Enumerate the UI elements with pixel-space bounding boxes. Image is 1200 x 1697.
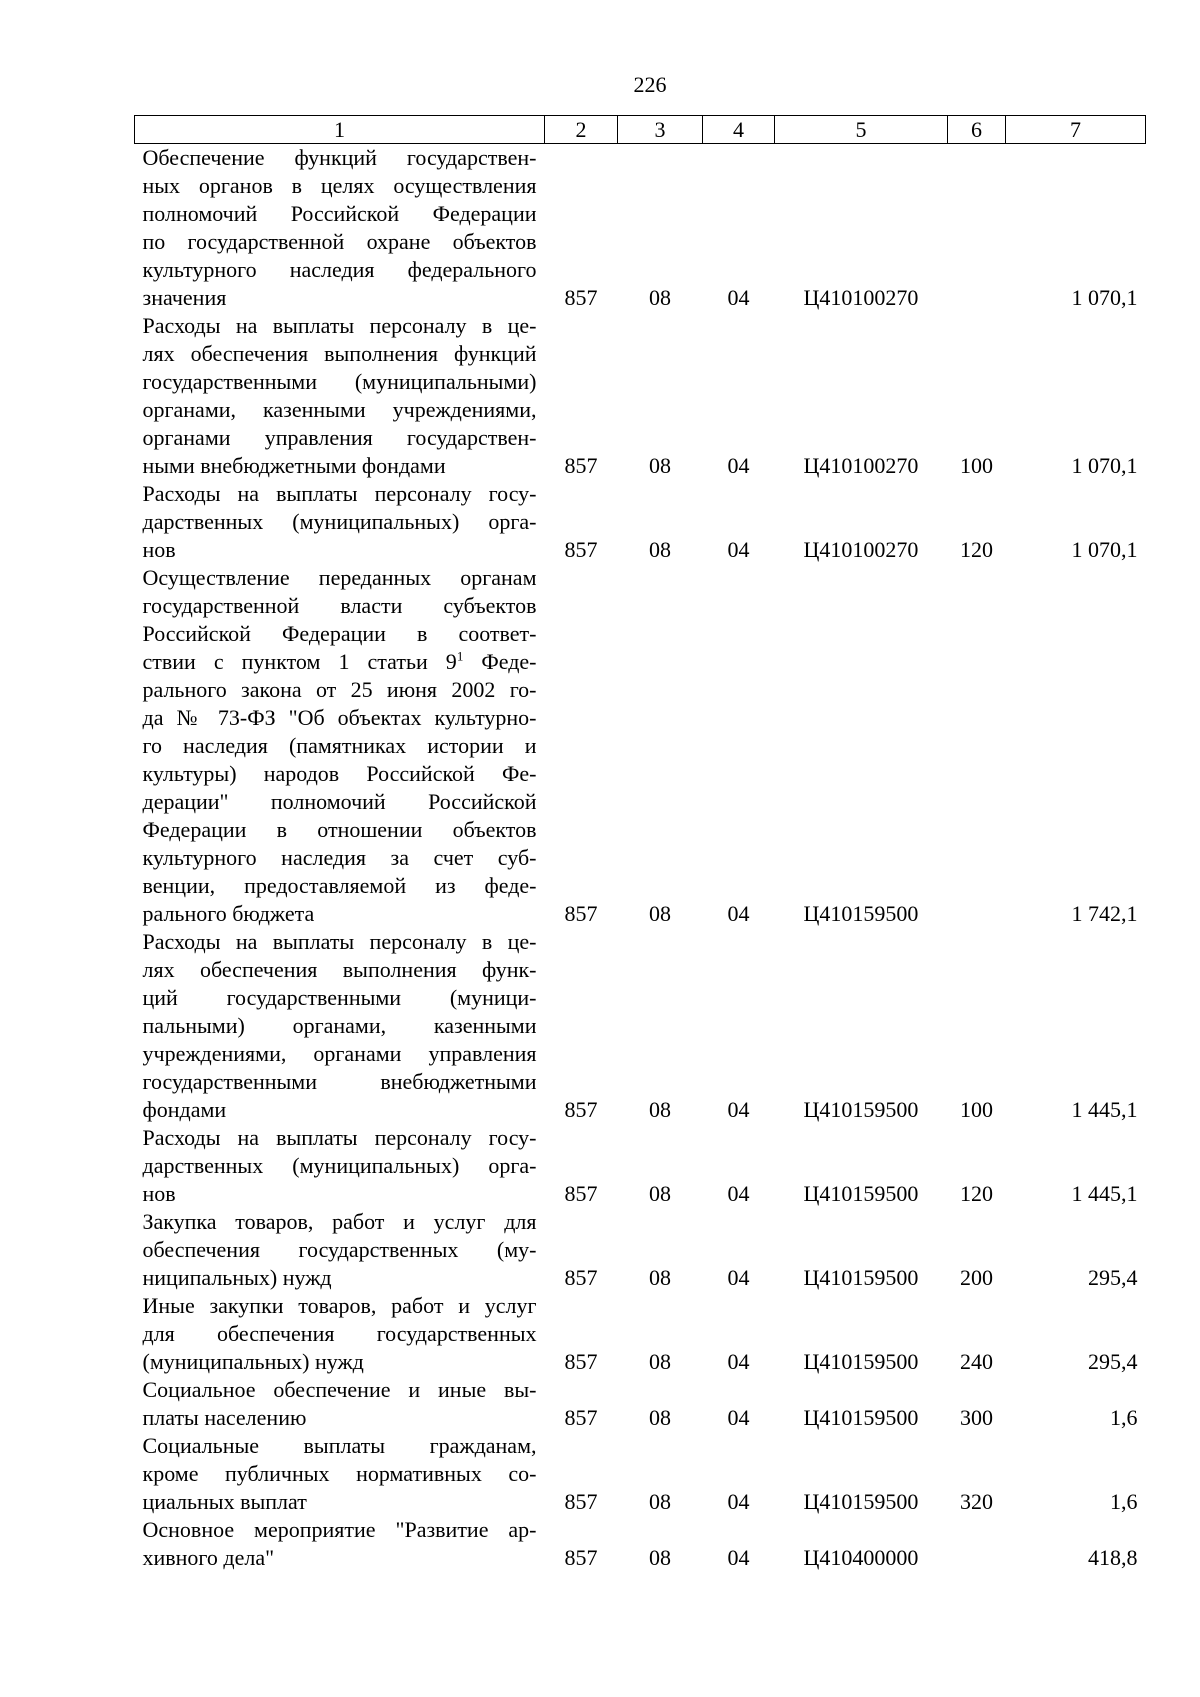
row-amount: 295,4 (1088, 1265, 1138, 1290)
item-name-line: лях обеспечения выполнения функций (142, 341, 537, 366)
item-name-line: дарственных (муниципальных) орга- (142, 509, 537, 534)
header-col-3: 3 (618, 116, 703, 144)
row-code-expense-type: 320 (960, 1489, 993, 1514)
row-amount: 1 070,1 (1071, 285, 1138, 310)
item-name-line: учреждениями, органами управления (142, 1041, 537, 1066)
item-name-line: Иные закупки товаров, работ и услуг (142, 1293, 537, 1318)
row-amount: 1 445,1 (1071, 1097, 1138, 1122)
item-name-line: Российской Федерации в соответ- (142, 621, 537, 646)
item-name-line: лях обеспечения выполнения функ- (142, 957, 537, 982)
table-row (135, 1208, 1146, 1292)
row-code-section: 08 (649, 1489, 671, 1514)
item-name-line: культуры) народов Российской Фе- (142, 761, 537, 786)
table-row (135, 564, 1146, 928)
item-name-line: Расходы на выплаты персоналу госу- (142, 481, 537, 506)
row-code-subsection: 04 (727, 1181, 750, 1206)
row-code-expense-type: 100 (960, 453, 993, 478)
row-item-name (135, 1208, 545, 1292)
table-row (135, 480, 1146, 564)
row-code-target: Ц410159500 (803, 1489, 919, 1514)
table-row (135, 1292, 1146, 1376)
item-name-line: фондами (142, 1097, 227, 1122)
row-code-expense-type: 120 (960, 1181, 993, 1206)
item-name-line: Обеспечение функций государствен- (142, 145, 537, 170)
item-name-line: ниципальных) нужд (142, 1265, 332, 1290)
item-name-line: Расходы на выплаты персоналу госу- (142, 1125, 537, 1150)
page-number: 226 (633, 72, 667, 97)
row-code-subsection: 04 (727, 1265, 750, 1290)
row-item-name (135, 1516, 545, 1572)
row-code-target: Ц410400000 (803, 1545, 919, 1570)
table-row (135, 144, 1146, 313)
item-name-line: Социальные выплаты гражданам, (142, 1433, 537, 1458)
row-code-ministry: 857 (564, 285, 598, 310)
budget-table (134, 115, 1146, 1572)
row-code-section: 08 (649, 537, 671, 562)
item-name-line: Социальное обеспечение и иные вы- (142, 1377, 537, 1402)
row-amount: 1 070,1 (1071, 453, 1138, 478)
row-code-target: Ц410159500 (803, 1265, 919, 1290)
item-name-line: хивного дела" (142, 1545, 275, 1570)
row-code-subsection: 04 (727, 1405, 750, 1430)
item-name-line: ций государственными (муници- (142, 985, 537, 1010)
item-name-line: платы населению (142, 1405, 307, 1430)
row-code-ministry: 857 (564, 1097, 598, 1122)
item-name-line: ных органов в целях осуществления (142, 173, 537, 198)
row-code-subsection: 04 (727, 285, 750, 310)
row-code-expense-type: 300 (960, 1405, 993, 1430)
row-code-target: Ц410100270 (803, 537, 919, 562)
table-row (135, 1516, 1146, 1572)
item-name-line: Осуществление переданных органам (142, 565, 537, 590)
item-name-line: значения (142, 285, 227, 310)
row-code-section: 08 (649, 453, 671, 478)
row-code-ministry: 857 (564, 1181, 598, 1206)
superscript-one: 1 (456, 648, 464, 664)
header-col-2: 2 (545, 116, 618, 144)
row-code-target: Ц410159500 (803, 1405, 919, 1430)
item-name-line: рального закона от 25 июня 2002 го- (142, 677, 537, 702)
header-col-5: 5 (775, 116, 948, 144)
row-amount: 418,8 (1088, 1545, 1138, 1570)
item-name-line: дарственных (муниципальных) орга- (142, 1153, 537, 1178)
row-code-ministry: 857 (564, 453, 598, 478)
item-name-line: государственными внебюджетными (142, 1069, 537, 1094)
row-code-expense-type: 120 (960, 537, 993, 562)
row-item-name (135, 1292, 545, 1376)
row-code-section: 08 (649, 901, 671, 926)
row-code-ministry: 857 (564, 901, 598, 926)
item-name-line: Основное мероприятие "Развитие ар- (142, 1517, 537, 1542)
item-name-line: кроме публичных нормативных со- (142, 1461, 537, 1486)
row-amount: 1 070,1 (1071, 537, 1138, 562)
row-amount: 1,6 (1110, 1489, 1138, 1514)
item-name-line: по государственной охране объектов (142, 229, 537, 254)
row-code-target: Ц410159500 (803, 901, 919, 926)
row-code-target: Ц410159500 (803, 1097, 919, 1122)
item-name-line: венции, предоставляемой из феде- (142, 873, 537, 898)
item-name-line: го наследия (памятниках истории и (142, 733, 537, 758)
item-name-line: пальными) органами, казенными (142, 1013, 537, 1038)
row-code-section: 08 (649, 1265, 671, 1290)
table-row (135, 1376, 1146, 1432)
row-code-section: 08 (649, 1097, 671, 1122)
row-code-expense-type: 100 (960, 1097, 993, 1122)
item-name-line: Федерации в отношении объектов (142, 817, 537, 842)
row-item-name (135, 564, 545, 928)
row-code-expense-type (948, 564, 1006, 928)
row-code-subsection: 04 (727, 1489, 750, 1514)
item-name-line: государственными (муниципальными) (142, 369, 537, 394)
item-name-line: обеспечения государственных (му- (142, 1237, 537, 1262)
table-row (135, 1432, 1146, 1516)
item-name-line: органами, казенными учреждениями, (142, 397, 537, 422)
item-name-line: циальных выплат (142, 1489, 307, 1514)
header-col-7: 7 (1006, 116, 1146, 144)
row-code-target: Ц410159500 (803, 1181, 919, 1206)
row-code-section: 08 (649, 1349, 671, 1374)
row-code-subsection: 04 (727, 537, 750, 562)
row-code-subsection: 04 (727, 1545, 750, 1570)
item-name-line: Расходы на выплаты персоналу в це- (142, 313, 537, 338)
row-code-section: 08 (649, 1545, 671, 1570)
row-code-expense-type (948, 144, 1006, 313)
row-amount: 295,4 (1088, 1349, 1138, 1374)
row-code-ministry: 857 (564, 537, 598, 562)
row-item-name (135, 144, 545, 313)
row-item-name (135, 928, 545, 1124)
table-row (135, 312, 1146, 480)
table-header (135, 116, 1146, 144)
item-name-line: дерации" полномочий Российской (142, 789, 537, 814)
row-code-ministry: 857 (564, 1405, 598, 1430)
item-name-line: Расходы на выплаты персоналу в це- (142, 929, 537, 954)
item-name-line: культурного наследия за счет суб- (142, 845, 537, 870)
row-code-ministry: 857 (564, 1545, 598, 1570)
item-name-line: для обеспечения государственных (142, 1321, 537, 1346)
row-item-name (135, 1124, 545, 1208)
row-code-ministry: 857 (564, 1489, 598, 1514)
row-code-target: Ц410159500 (803, 1349, 919, 1374)
row-code-section: 08 (649, 285, 671, 310)
item-name-line: да № 73-ФЗ "Об объектах культурно- (142, 705, 537, 730)
table-row (135, 1124, 1146, 1208)
item-name-line: культурного наследия федерального (142, 257, 537, 282)
row-amount: 1 742,1 (1071, 901, 1138, 926)
row-item-name (135, 480, 545, 564)
row-code-subsection: 04 (727, 453, 750, 478)
row-code-expense-type: 240 (960, 1349, 993, 1374)
item-name-line: рального бюджета (142, 901, 315, 926)
row-code-section: 08 (649, 1405, 671, 1430)
item-name-line: Закупка товаров, работ и услуг для (142, 1209, 537, 1234)
item-name-line: государственной власти субъектов (142, 593, 537, 618)
header-col-6: 6 (948, 116, 1006, 144)
row-code-subsection: 04 (727, 1097, 750, 1122)
row-code-ministry: 857 (564, 1265, 598, 1290)
item-name-line: нов (142, 537, 176, 562)
row-code-section: 08 (649, 1181, 671, 1206)
row-amount: 1 445,1 (1071, 1181, 1138, 1206)
item-name-line: органами управления государствен- (142, 425, 537, 450)
row-code-subsection: 04 (727, 901, 750, 926)
row-code-expense-type: 200 (960, 1265, 993, 1290)
row-item-name (135, 1432, 545, 1516)
row-item-name (135, 312, 545, 480)
row-code-ministry: 857 (564, 1349, 598, 1374)
table-body (135, 144, 1146, 1573)
item-name-line: полномочий Российской Федерации (142, 201, 537, 226)
row-code-expense-type (948, 1516, 1006, 1572)
header-col-4: 4 (703, 116, 775, 144)
header-col-1: 1 (135, 116, 545, 144)
row-item-name (135, 1376, 545, 1432)
row-code-subsection: 04 (727, 1349, 750, 1374)
row-code-target: Ц410100270 (803, 285, 919, 310)
header-row (135, 116, 1146, 144)
item-name-line: (муниципальных) нужд (142, 1349, 364, 1374)
row-amount: 1,6 (1110, 1405, 1138, 1430)
item-name-line: ными внебюджетными фондами (142, 453, 446, 478)
item-name-line: нов (142, 1181, 176, 1206)
table-row (135, 928, 1146, 1124)
item-name-line: ствии с пунктом 1 статьи $9^1$ Феде- (142, 648, 537, 674)
row-code-target: Ц410100270 (803, 453, 919, 478)
